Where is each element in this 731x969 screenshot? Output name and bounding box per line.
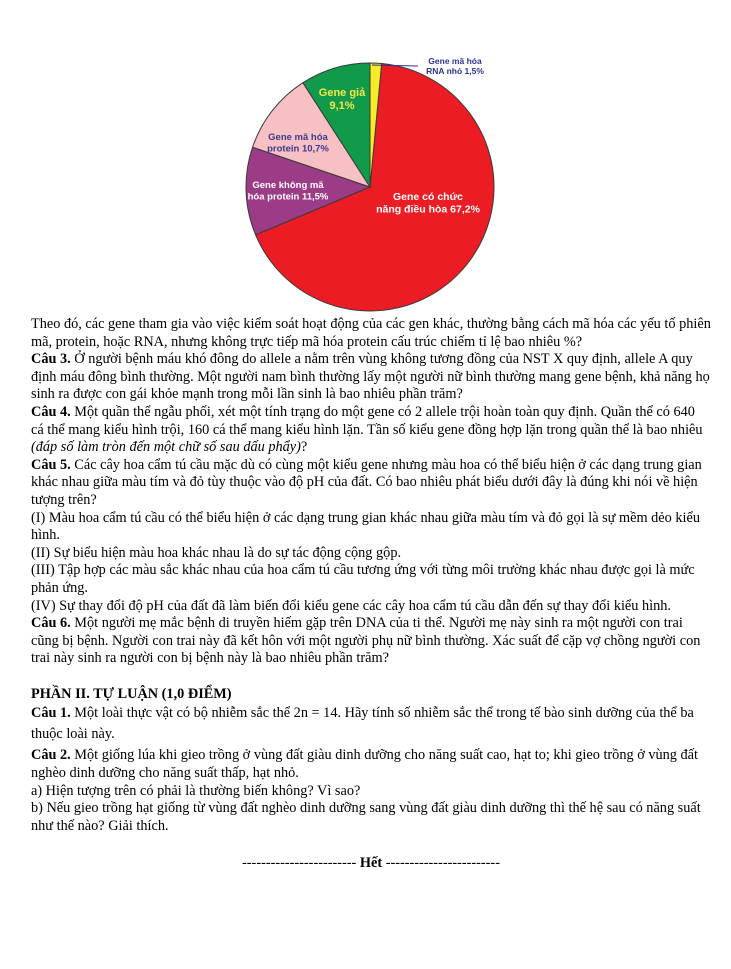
question-label: Câu 1.	[31, 705, 71, 722]
question-text: Một giống lúa khi gieo trồng ở vùng đất giàu dinh dưỡng cho năng suất cao, hạt to; khi gieo trồng ở vùng đất nghèo dinh dưỡng cho năng suất thấp, hạt nhỏ.	[31, 747, 698, 782]
statement-4: (IV) Sự thay đổi độ pH của đất đã làm biến đổi kiểu gene các cây hoa cẩm tú cầu dẫn đến sự thay đổi kiểu hình.	[31, 597, 671, 614]
document-body	[31, 316, 711, 873]
question-label: Câu 5.	[31, 456, 71, 473]
question-text: Các cây hoa cẩm tú cầu mặc dù có cùng một kiểu gene nhưng màu hoa có thể biểu hiện ở các dạng trung gian khác nhau giữa màu tím và đỏ tùy thuộc vào độ pH của đất. Có bao nhiêu phát biểu dưới đây là đúng khi nói về hiện tượng trên?	[31, 456, 702, 508]
essay-question-1	[31, 703, 711, 745]
question-4	[31, 404, 711, 457]
question-3	[31, 351, 711, 404]
question-text: Ở người bệnh máu khó đông do allele a nằm trên vùng không tương đồng của NST X quy định, allele A quy định máu đông bình thường. Một người nam bình thường lấy một người nữ bình thường mang gene bệnh, khả năng họ sinh ra được con gái khỏe mạnh trong mỗi lần sinh là bao nhiêu phần trăm?	[31, 351, 710, 403]
question-end: ?	[300, 439, 308, 456]
question-5	[31, 457, 711, 510]
end-word: Hết	[359, 855, 383, 872]
dashes-left: ------------------------	[242, 855, 357, 872]
sub-question-a: a) Hiện tượng trên có phải là thường biến không? Vì sao?	[31, 782, 361, 799]
essay-question-2	[31, 747, 711, 782]
slice-label: Gene giả 9,1%	[318, 87, 366, 113]
question-label: Câu 4.	[31, 403, 71, 420]
question-label: Câu 6.	[31, 615, 71, 632]
question-6	[31, 615, 711, 668]
slice-label: Gene không mã hóa protein 11,5%	[247, 180, 329, 203]
pie-chart	[230, 50, 510, 320]
section-title: PHẦN II. TỰ LUẬN (1,0 ĐIỂM)	[31, 685, 232, 702]
dashes-right: ------------------------	[385, 855, 500, 872]
question-label: Câu 3.	[31, 351, 71, 368]
intro-paragraph: Theo đó, các gene tham gia vào việc kiểm soát hoạt động của các gen khác, thường bằng cách mã hóa các yếu tố phiên mã, protein, hoặc RNA, nhưng không trực tiếp mã hóa protein cấu trúc chiếm tỉ lệ bao nhiêu %?	[31, 316, 711, 350]
slice-label: Gene có chức năng điều hòa 67,2%	[376, 191, 480, 216]
question-text: Một quần thể ngẫu phối, xét một tính trạng do một gene có 2 allele trội hoàn toàn quy định. Quần thể có 640 cá thể mang kiểu hình trội, 160 cá thể mang kiểu hình lặn. Tần số kiểu gene đồng hợp lặn trong quần thể là bao nhiêu	[31, 403, 703, 438]
end-marker	[31, 855, 711, 873]
question-text: Một người mẹ mắc bệnh di truyền hiếm gặp trên DNA của ti thể. Người mẹ này sinh ra một người con trai cũng bị bệnh. Người con trai này đã kết hôn với một người phụ nữ bình thường. Xác suất để cặp vợ chồng người con trai này sinh ra người con bị bệnh này là bao nhiêu phần trăm?	[31, 615, 701, 667]
statement-1: (I) Màu hoa cẩm tú cầu có thể biểu hiện ở các dạng trung gian khác nhau giữa màu tím và đỏ gọi là sự mềm dẻo kiểu hình.	[31, 509, 700, 544]
slice-label: Gene mã hóa protein 10,7%	[267, 132, 329, 155]
sub-question-b: b) Nếu gieo trồng hạt giống từ vùng đất nghèo dinh dưỡng sang vùng đất giàu dinh dưỡng thì thế hệ sau có năng suất như thế nào? Giải thích.	[31, 800, 701, 834]
statement-3: (III) Tập hợp các màu sắc khác nhau của hoa cẩm tú cầu tương ứng với từng môi trường khác nhau được gọi là mức phản ứng.	[31, 562, 695, 596]
question-label: Câu 2.	[31, 747, 71, 764]
slice-label: Gene mã hóa RNA nhỏ 1,5%	[426, 56, 484, 77]
question-text: Một loài thực vật có bộ nhiễm sắc thể 2n = 14. Hãy tính số nhiễm sắc thể trong tế bào sinh dưỡng của thể ba thuộc loài này.	[31, 705, 694, 743]
rounding-note: (đáp số làm tròn đến một chữ số sau dấu phẩy)	[31, 439, 301, 456]
statement-2: (II) Sự biểu hiện màu hoa khác nhau là do sự tác động cộng gộp.	[31, 544, 402, 561]
